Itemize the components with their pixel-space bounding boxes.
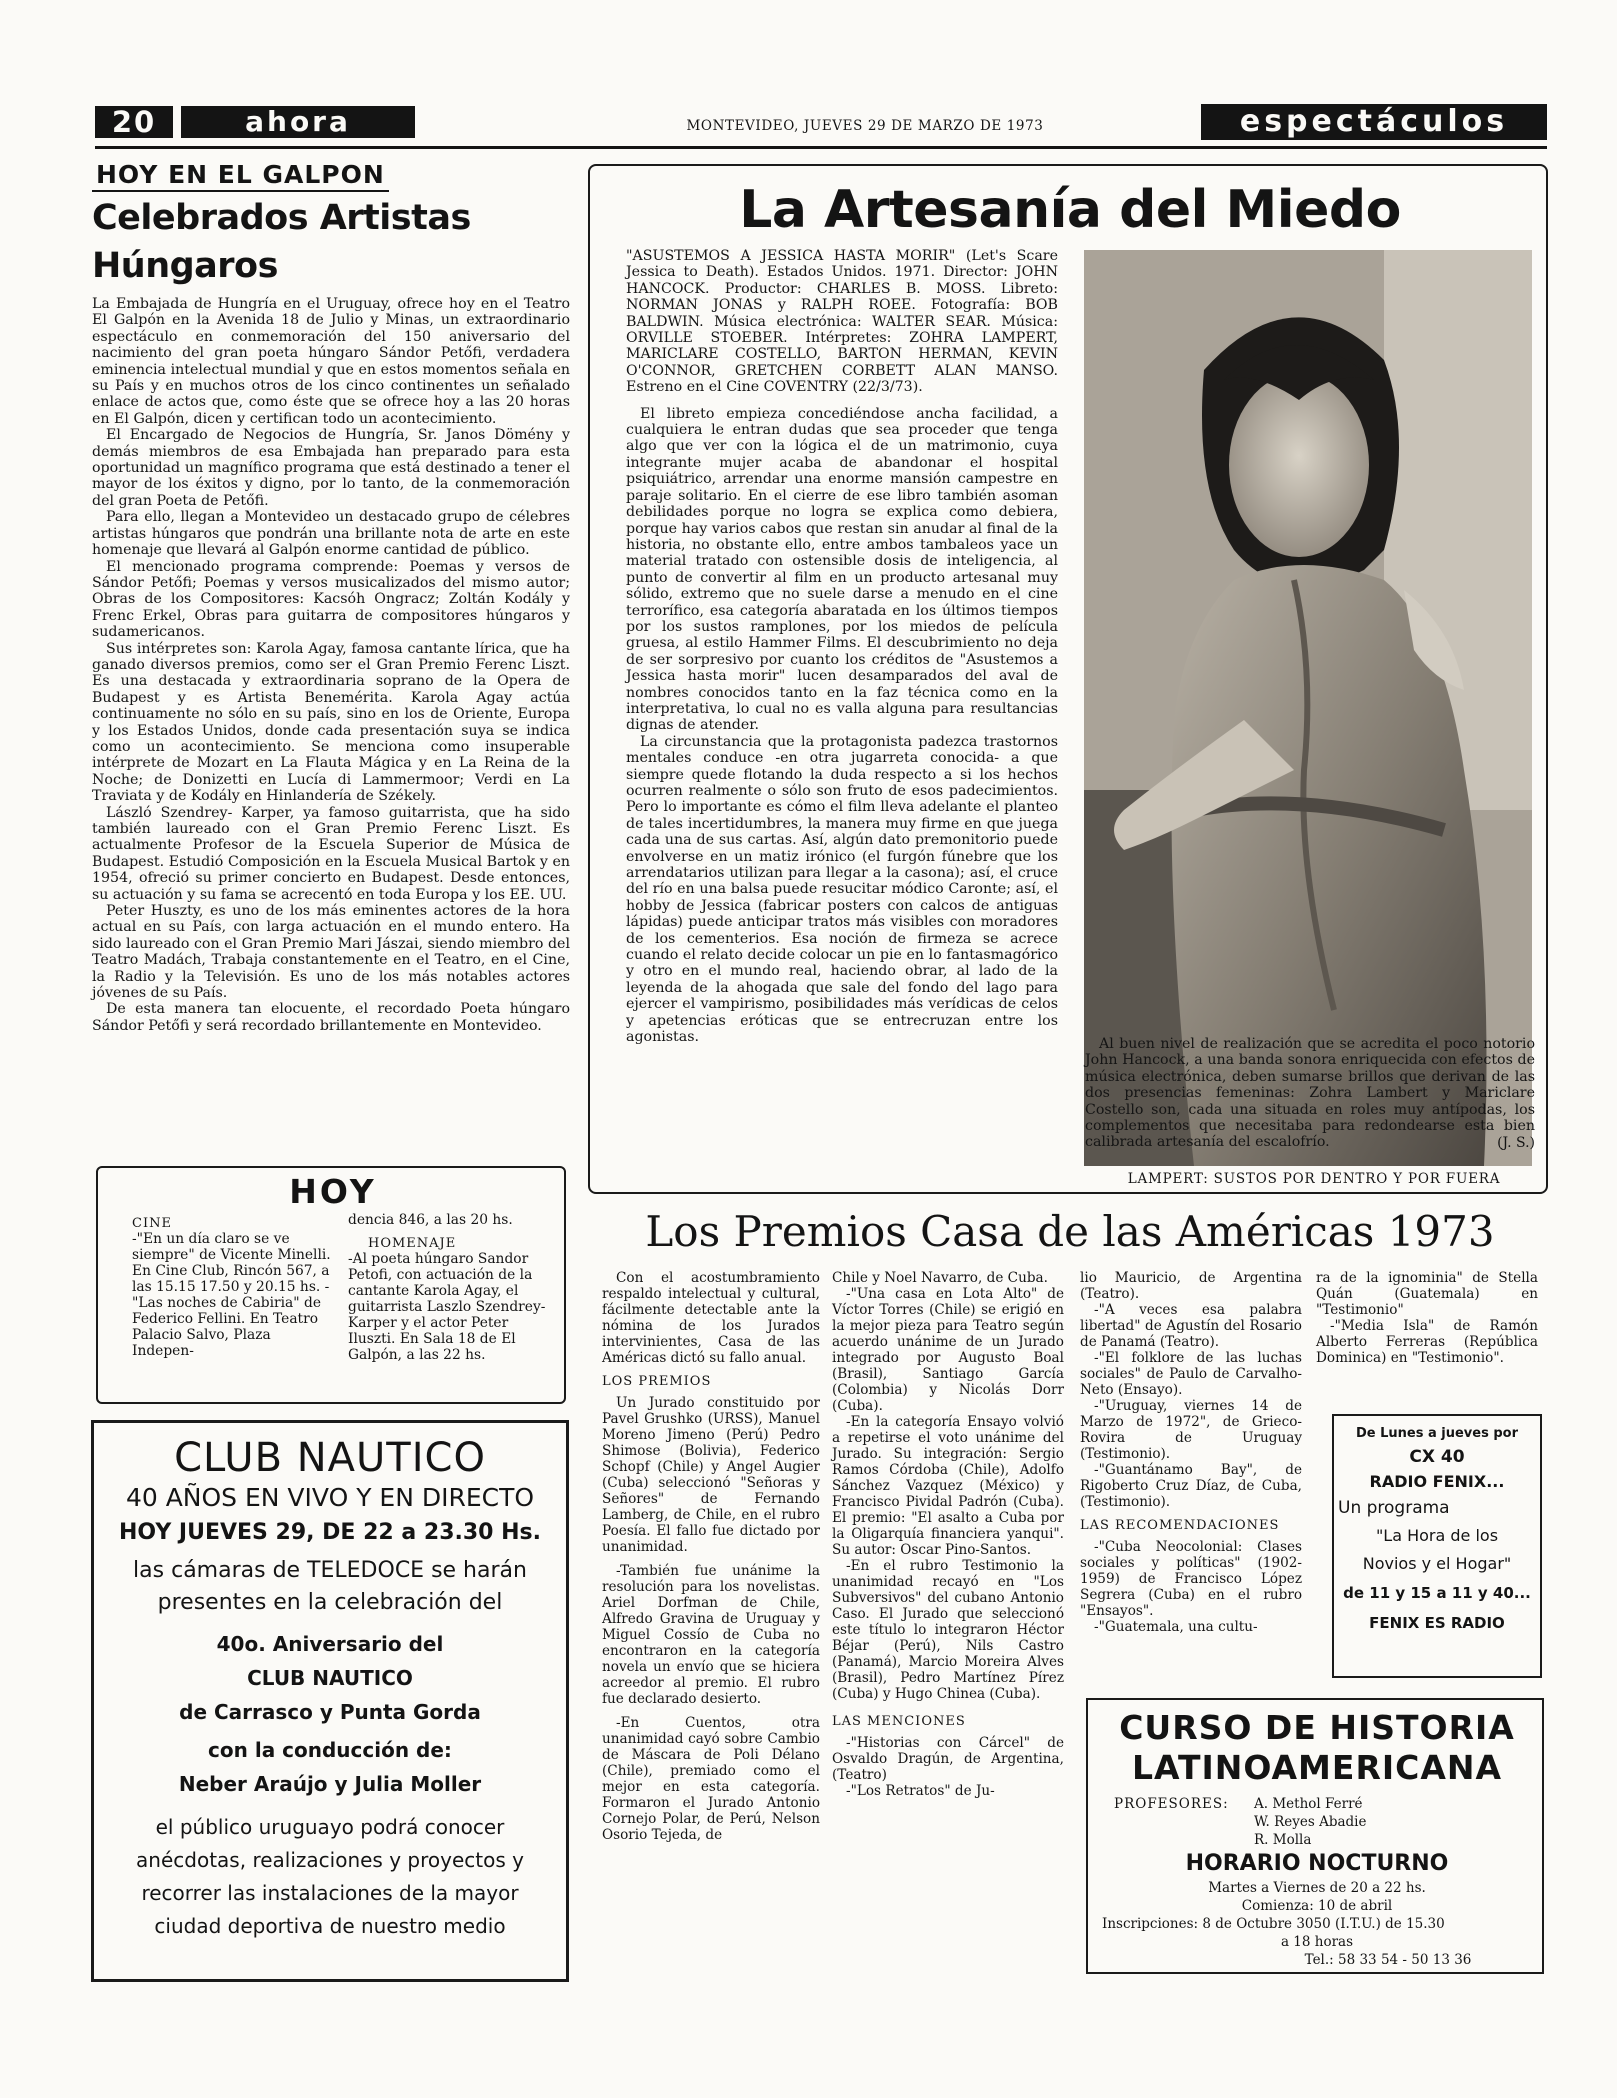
professor-name: R. Molla xyxy=(1254,1832,1312,1848)
listing-continuation: dencia 846, a las 20 hs. xyxy=(348,1212,513,1228)
ad-text: Inscripciones: 8 de Octubre 3050 (I.T.U.) de 15.30 xyxy=(1102,1916,1445,1932)
premios-col-4 xyxy=(1316,1270,1538,1366)
ad-text: de 11 y 15 a 11 y 40... xyxy=(1343,1584,1531,1602)
paragraph: -"Media Isla" de Ramón Alberto Ferreras (República Dominica) en "Testimonio". xyxy=(1316,1318,1538,1366)
subheading: LOS PREMIOS xyxy=(602,1374,712,1389)
section-title: espectáculos xyxy=(1201,104,1547,140)
hungarian-article xyxy=(92,160,570,1034)
ad-text: presentes en la celebración del xyxy=(157,1590,503,1615)
article-headline: Celebrados Artistas Húngaros xyxy=(92,198,471,286)
paragraph: La Embajada de Hungría en el Uruguay, ofrece hoy en el Teatro El Galpón en la Avenida 18 de Julio y Minas, un extraordinario espectáculo en conmemoración del 150 aniversario del nacimiento del gran poeta húngaro Sándor Petőfi, verdadera eminencia intelectual mundial y que en estos momentos señala en su País y en muchos otros de los cinco continentes un señalado enlace de actos que, como éste que se ofrece hoy a las 20 horas en El Galpón, dicen y certifican todo un acontecimiento. xyxy=(92,296,570,427)
review-photo xyxy=(1084,250,1532,1166)
ad-club-name: CLUB NAUTICO xyxy=(247,1666,413,1690)
ad-slogan: FENIX ES RADIO xyxy=(1369,1614,1505,1632)
hoy-listings-box xyxy=(96,1166,566,1404)
radio-fenix-ad xyxy=(1332,1414,1542,1678)
paragraph: De esta manera tan elocuente, el recordado Poeta húngaro Sándor Petőfi y será recordado brillantemente en Montevideo. xyxy=(92,1001,570,1034)
ad-title: CLUB NAUTICO xyxy=(174,1435,486,1481)
premios-col-2 xyxy=(832,1270,1064,1799)
ad-conduccion: con la conducción de: xyxy=(208,1738,452,1762)
paragraph: -También fue unánime la resolución para los novelistas. Ariel Dorfman de Chile, Alfredo Gravina de Uruguay y Miguel Cossío de Cuba no encontraron en la categoría novela un envío que se hiciera acreedor al premio. El rubro fue declarado desierto. xyxy=(602,1563,820,1707)
paragraph: Sus intérpretes son: Karola Agay, famosa cantante lírica, que ha ganado diversos premios, como ser el Gran Premio Ferenc Liszt. Es una destacada y extraordinaria soprano de la Opera de Budapest y es Artista Benemérita. Karola Agay actúa continuamente no sólo en su país, sino en los de Oriente, Europa y los Estados Unidos, donde cada presentación suya se indica como un acontecimiento. Se menciona como insuperable intérprete de Mozart en La Flauta Mágica y en La Reina de la Noche; de Donizetti en Lucía di Lammermoor; Verdi en La Traviata y de Kodály en Hinlandería de Székely. xyxy=(92,640,570,805)
ad-subtitle: 40 AÑOS EN VIVO Y EN DIRECTO xyxy=(125,1483,535,1512)
premios-headline: Los Premios Casa de las Américas 1973 xyxy=(645,1207,1495,1256)
subheading: LAS RECOMENDACIONES xyxy=(1080,1518,1280,1533)
paragraph: ra de la ignominia" de Stella Quán (Guatemala) en "Testimonio" xyxy=(1316,1270,1538,1318)
woman-in-robe-photo xyxy=(1084,250,1532,1166)
article-kicker: HOY EN EL GALPON xyxy=(92,160,389,192)
ad-schedule: HOY JUEVES 29, DE 22 a 23.30 Hs. xyxy=(118,1520,542,1545)
paragraph: László Szendrey- Karper, ya famoso guitarrista, que ha sido también laureado con el Gran Premio Ferenc Liszt. Es actualmente Profesor de la Escuela Superior de Música de Budapest. Estudió Composición en la Escuela Musical Bartok y en 1954, ofreció su primer concierto en Budapest. Desde entonces, su actuación y su fama se acrecentó en toda Europa y los EE. UU. xyxy=(92,804,570,903)
page-number: 20 xyxy=(95,106,173,138)
paragraph: -"Los Retratos" de Ju- xyxy=(846,1783,995,1799)
profesores-label: PROFESORES: xyxy=(1114,1796,1229,1812)
dateline: MONTEVIDEO, JUEVES 29 DE MARZO DE 1973 xyxy=(686,118,1044,134)
paragraph: -"Uruguay, viernes 14 de Marzo de 1972", de Grieco-Rovira de Uruguay (Testimonio). xyxy=(1080,1398,1302,1462)
ad-text: Novios y el Hogar" xyxy=(1362,1554,1512,1573)
paragraph: Con el acostumbramiento respaldo intelectual y cultural, fácilmente detectable ante la nómina de los Jurados intervinientes, Casa de las Américas dictó su fallo anual. xyxy=(602,1270,820,1366)
paragraph: El libreto empieza concediéndose ancha facilidad, a cualquiera le entran dudas que sea proceder que tenga algo que ver con la lógica el de un matrimonio, cuya integrante mujer acaba de abandonar el hospital psiquiátrico, arrendar una enorme mansión campestre en paraje solitario. En el cierre de ese libro también asoman debilidades porque no logra se explica como debiera, porque hay varios cabos que restan sin anudar al final de la historia, no obstante ello, entre ambos tambaleos yace un material tratado con ostensible dosis de inteligencia, al punto de convertir al film en un producto artesanal muy sólido, extremo que no suele darse a menudo en el cine terrorífico, esa categoría abaratada en los últimos tiempos por los sustos ramplones, por los miedos de película gruesa, al estilo Hammer Films. El descubrimiento no deja de ser sorpresivo por cuanto los créditos de "Asustemos a Jessica hasta morir" lucen desamparados del aval de nombres conocidos tanto en la faz técnica como en la interpretativa, lo cual no es valla alguna para resultancias dignas de atender. xyxy=(626,405,1058,734)
paragraph: El mencionado programa comprende: Poemas y versos de Sándor Petőfi; Poemas y versos musicalizados del mismo autor; Obras de los Compositores: Kacsóh Ongracz; Zoltán Kodály y Frenc Erkel, Obras para guitarra de compositores húngaros y sudamericanos. xyxy=(92,558,570,641)
ad-text: Un programa xyxy=(1338,1498,1450,1518)
ad-body: recorrer las instalaciones de la mayor xyxy=(141,1881,519,1905)
paragraph: -"El folklore de las luchas sociales" de Paulo de Carvalho-Neto (Ensayo). xyxy=(1080,1350,1302,1398)
paragraph: lio Mauricio, de Argentina (Teatro). xyxy=(1080,1270,1302,1302)
ad-body: ciudad deportiva de nuestro medio xyxy=(154,1914,506,1938)
paragraph: Chile y Noel Navarro, de Cuba. xyxy=(832,1270,1048,1286)
paragraph: -"Una casa en Lota Alto" de Víctor Torres (Chile) se erigió en la mejor pieza para Teatro según acuerdo unánime de un Jurado integrado por Augusto Boal (Brasil), Santiago García (Colombia) y Nicolás Dorr (Cuba). xyxy=(832,1286,1064,1414)
masthead xyxy=(95,104,1547,150)
paragraph: -"Cuba Neocolonial: Clases sociales y políticas" (1902-1959) de Francisco López Segrera (Cuba) en el rubro "Ensayos". xyxy=(1080,1539,1302,1619)
ad-title: LATINOAMERICANA xyxy=(1131,1748,1503,1787)
ad-text: De Lunes a jueves por xyxy=(1355,1426,1519,1441)
ad-horario: HORARIO NOCTURNO xyxy=(1185,1851,1449,1876)
paragraph: -En Cuentos, otra unanimidad cayó sobre Cambio de Máscara de Poli Délano (Chile), premiado como el mejor en esta categoría. Formaron el Jurado Antonio Cornejo Polar, de Perú, Nelson Osorio Tejeda, de xyxy=(602,1715,820,1843)
review-signature: (J. S.) xyxy=(1497,1134,1535,1151)
premios-col-3 xyxy=(1080,1270,1302,1635)
ad-body: el público uruguayo podrá conocer xyxy=(155,1815,505,1839)
ad-text: Martes a Viernes de 20 a 22 hs. xyxy=(1208,1880,1426,1896)
paragraph: El Encargado de Negocios de Hungría, Sr. Janos Dömény y demás miembros de esa Embajada han preparado para esta oportunidad un magnífico programa que está destinado a tener el mayor de los éxitos y digno, por lo tanto, de la conmemoración del gran Poeta de Petőfi. xyxy=(92,427,570,509)
ad-hosts: Neber Araújo y Julia Moller xyxy=(178,1772,482,1796)
homenaje-label: HOMENAJE xyxy=(368,1236,457,1251)
hoy-title: HOY xyxy=(289,1172,377,1211)
ad-title: CURSO DE HISTORIA xyxy=(1119,1708,1515,1747)
paragraph: -"Guantánamo Bay", de Rigoberto Cruz Díaz, de Cuba, (Testimonio). xyxy=(1080,1462,1302,1510)
paragraph: -"Guatemala, una cultu- xyxy=(1094,1619,1258,1635)
ad-place: de Carrasco y Punta Gorda xyxy=(179,1700,481,1724)
professor-name: A. Methol Ferré xyxy=(1254,1796,1363,1812)
ad-text: Tel.: 58 33 54 - 50 13 36 xyxy=(1304,1952,1472,1968)
premios-col-1 xyxy=(602,1270,820,1843)
subheading: LAS MENCIONES xyxy=(832,1714,966,1729)
cine-label: CINE xyxy=(132,1216,172,1231)
professor-name: W. Reyes Abadie xyxy=(1254,1814,1367,1830)
paragraph: -"A veces esa palabra libertad" de Agustín del Rosario de Panamá (Teatro). xyxy=(1080,1302,1302,1350)
photo-caption: LAMPERT: SUSTOS POR DENTRO Y POR FUERA xyxy=(1127,1171,1501,1187)
review-credits: "ASUSTEMOS A JESSICA HASTA MORIR" (Let's Scare Jessica to Death). Estados Unidos. 1971. Director: JOHN HANCOCK. Productor: CHARLES B. MOSS. Libreto: NORMAN JONAS y RALPH ROEE. Fotografía: BOB BALDWIN. Música electrónica: WALTER SEAR. Música: ORVILLE STOEBER. Intérpretes: ZOHRA LAMPERT, MARICLARE COSTELLO, BARTON HERMAN, KEVIN O'CONNOR, GRETCHEN CORBETT ALAN MANSO. Estreno en el Cine COVENTRY (22/3/73). xyxy=(626,248,1058,396)
paper-name: ahora xyxy=(181,106,415,138)
paragraph: Un Jurado constituido por Pavel Grushko (URSS), Manuel Moreno Jimeno (Perú) Pedro Shimose (Bolivia), Federico Schopf (Chile) y Angel Augier (Cuba) seleccionó "Señoras y Señores" de Fernando Lamberg, de Chile, en el rubro Poesía. El fallo fue dictado por unanimidad. xyxy=(602,1395,820,1555)
ad-text: las cámaras de TELEDOCE se harán xyxy=(133,1558,527,1583)
ad-anniversary: 40o. Aniversario del xyxy=(216,1632,444,1656)
paragraph: -"Historias con Cárcel" de Osvaldo Dragún, de Argentina, (Teatro) xyxy=(832,1735,1064,1783)
masthead-rule xyxy=(95,146,1547,149)
ad-station: CX 40 xyxy=(1409,1447,1465,1467)
review-headline: La Artesanía del Miedo xyxy=(739,180,1401,240)
paragraph: La circunstancia que la protagonista padezca trastornos mentales conduce -en otra jugarreta conocida- a que siempre quede flotando la duda respecto a si los hechos ocurren realmente o sólo son fruto de esos padecimientos. Pero lo importante es cómo el film lleva adelante el planteo de tales incertidumbres, la manera muy firme en que juega cada una de sus cartas. Así, algún dato premonitorio puede envolverse en un matiz irónico (el furgón fúnebre que los arrendatarios utilizan para llegar a la casona); así, el cruce del río en una balsa puede resucitar módico Caronte; así, el hobby de Jessica (fabricar posters con calcos de antiguas lápidas) puede anticipar tratos más visibles con moradores de los cementerios. Esa noción de firmeza se acrece cuando el relato decide colocar un pie en lo fantasmagórico y otro en el mundo real, haciendo obrar, al lado de la leyenda de la ahogada que sale del fondo del lago para ejercer el vampirismo, posibilidades más verídicas de celos y apetencias eróticas que se entrecruzan entre los agonistas. xyxy=(626,733,1058,1046)
ad-text: Comienza: 10 de abril xyxy=(1241,1898,1393,1914)
ad-text: a 18 horas xyxy=(1280,1934,1354,1950)
paragraph: -En el rubro Testimonio la unanimidad recayó en "Los Subversivos" del cubano Antonio Caso. El Jurado que seleccionó este título lo integraron Héctor Béjar (Perú), Nils Castro (Panamá), Marcio Moreira Alves (Brasil), Pedro Martínez Pírez (Cuba) y Hugo Chinea (Cuba). xyxy=(832,1558,1064,1702)
ad-station-name: RADIO FENIX... xyxy=(1369,1472,1505,1491)
club-nautico-ad xyxy=(91,1420,569,1982)
paragraph: -En la categoría Ensayo volvió a repetirse el voto unánime del Jurado. Su integración: Sergio Ramos Córdoba (Chile), Adolfo Sánchez Vazquez (México) y Francisco Pividal Padrón (Cuba). El premio: "El asalto a Cuba por la Oligarquía financiera yanqui". Su autor: Oscar Pino-Santos. xyxy=(832,1414,1064,1558)
paragraph: Para ello, llegan a Montevideo un destacado grupo de célebres artistas húngaros que pondrán una brillante nota de arte en este homenaje que llevará al Galpón enorme cantidad de público. xyxy=(92,509,570,559)
homenaje-listing: -Al poeta húngaro Sandor Petofi, con actuación de la cantante Karola Agay, el guitarrista Laszlo Szendrey-Karper y el actor Peter Iluszti. En Sala 18 de El Galpón, a las 22 hs. xyxy=(348,1251,546,1363)
cine-listings: -"En un día claro se ve siempre" de Vicente Minelli. En Cine Club, Rincón 567, a las 15.15 17.50 y 20.15 hs. -"Las noches de Cabiria" de Federico Fellini. En Teatro Palacio Salvo, Plaza Indepen- xyxy=(132,1231,331,1359)
ad-body: anécdotas, realizaciones y proyectos y xyxy=(136,1848,524,1872)
paragraph: Peter Huszty, es uno de los más eminentes actores de la hora actual en su País, con larga actuación en el mundo entero. Ha sido laureado con el Gran Premio Mari Jászai, siendo miembro del Teatro Madách, Trabaja constantemente en el Teatro, en el Cine, la Radio y la Televisión. Es uno de los más notables actores jóvenes de su País. xyxy=(92,903,570,1002)
review-closing: Al buen nivel de realización que se acredita el poco notorio John Hancock, a una banda sonora enriquecida con efectos de música electrónica, deben sumarse brillos que derivan de las dos presencias femeninas: Zohra Lambert y Mariclare Costello son, cada una situada en roles muy antípodas, los complementos que necesitaba para redondearse esta bien calibrada artesanía del escalofrío. xyxy=(1085,1036,1535,1151)
curso-historia-ad xyxy=(1086,1698,1544,1974)
ad-text: "La Hora de los xyxy=(1375,1526,1499,1545)
